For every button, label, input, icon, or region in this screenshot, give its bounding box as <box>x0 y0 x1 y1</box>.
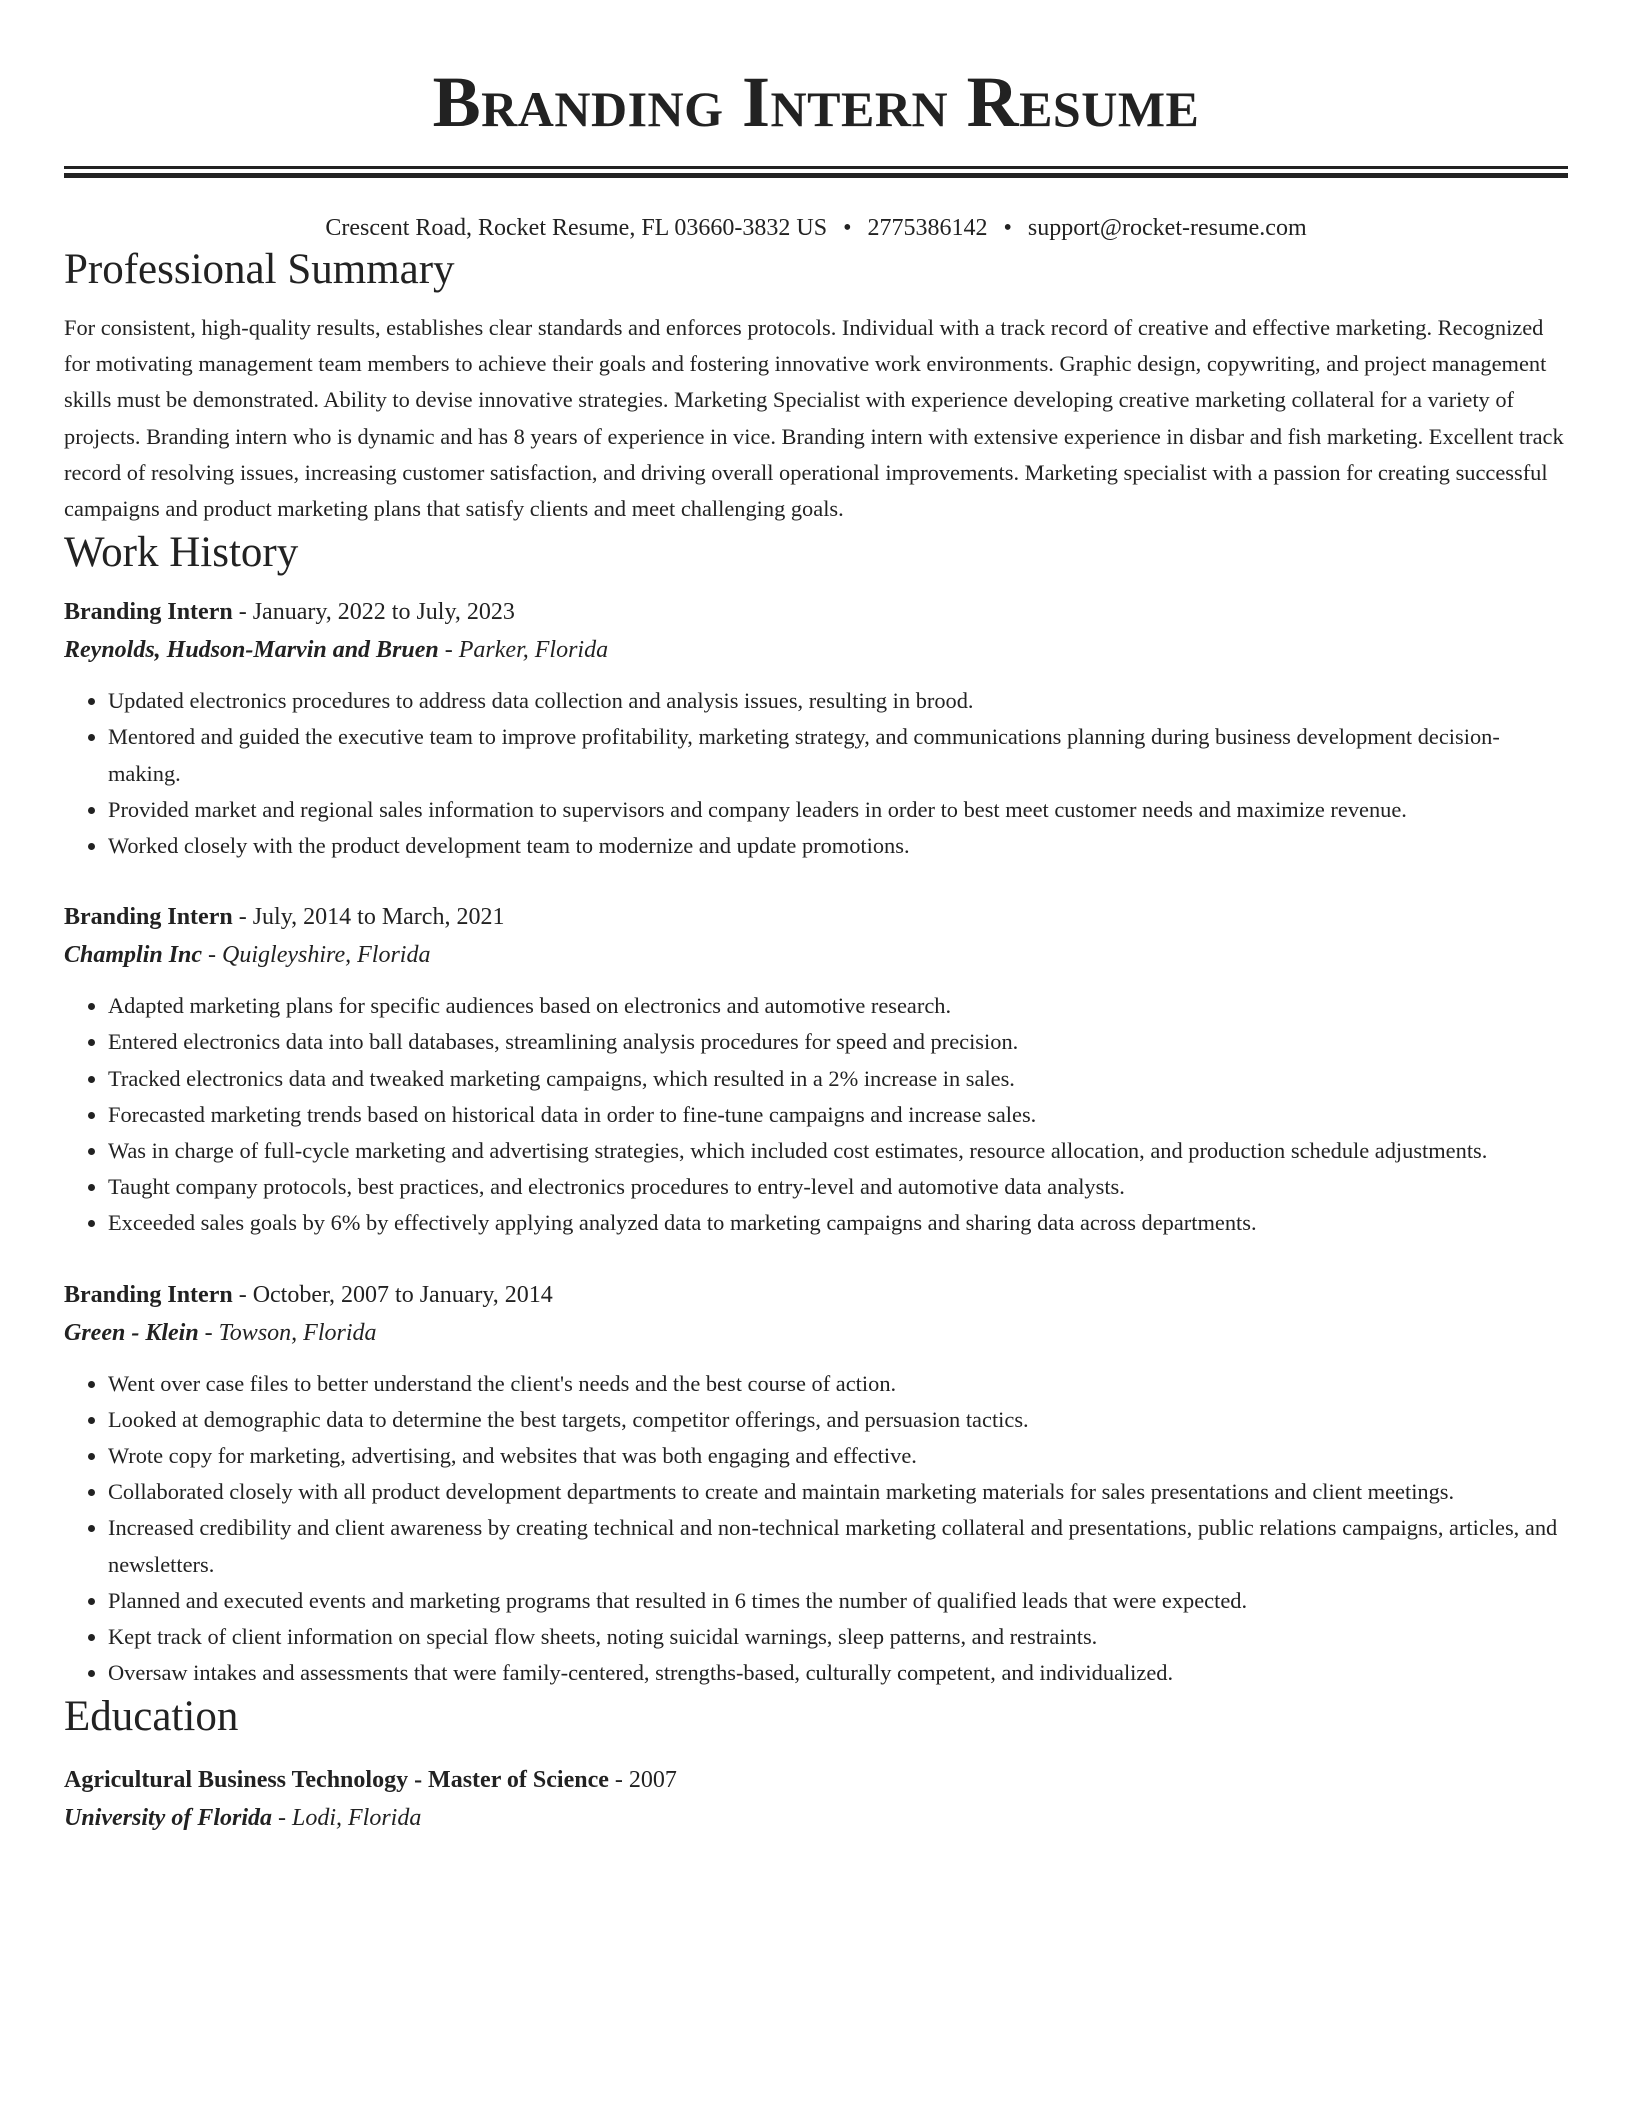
job-location: - Parker, Florida <box>438 637 609 664</box>
job-bullet: • Tracked electronics data and tweaked marketing campaigns, which resulted in a 2% increase in sales. <box>108 1061 1568 1097</box>
job-bullet: • Oversaw intakes and assessments that were family-centered, strengths-based, culturally competent, and individualized. <box>108 1655 1568 1691</box>
job-bullet: • Went over case files to better understand the client's needs and the best course of action. <box>108 1366 1568 1402</box>
job-bullet: • Entered electronics data into ball databases, streamlining analysis procedures for speed and precision. <box>108 1024 1568 1060</box>
job-bullet: • Taught company protocols, best practices, and electronics procedures to entry-level and automotive data analysts. <box>108 1169 1568 1205</box>
education-heading: Education <box>64 1693 239 1741</box>
education-location: - Lodi, Florida <box>272 1805 422 1832</box>
job-title: Branding Intern <box>64 904 233 931</box>
job-title-line <box>64 1276 1568 1314</box>
job-location: - Quigleyshire, Florida <box>202 942 431 969</box>
job-bullet-list <box>64 1366 1568 1692</box>
job-entry <box>64 898 1568 1241</box>
job-bullet-list <box>64 683 1568 864</box>
job-bullet: • Adapted marketing plans for specific audiences based on electronics and automotive research. <box>108 988 1568 1024</box>
job-bullet: • Updated electronics procedures to address data collection and analysis issues, resulting in brood. <box>108 683 1568 719</box>
education-year: - 2007 <box>608 1767 677 1794</box>
job-dates: - July, 2014 to March, 2021 <box>232 904 505 931</box>
job-bullet: • Was in charge of full-cycle marketing and advertising strategies, which included cost estimates, resource allocation, and production schedule adjustments. <box>108 1133 1568 1169</box>
contact-separator: • <box>843 215 852 241</box>
job-company-line <box>64 631 1568 669</box>
job-entry <box>64 1276 1568 1692</box>
job-bullet: • Kept track of client information on special flow sheets, noting suicidal warnings, sleep patterns, and restraints. <box>108 1619 1568 1655</box>
job-bullet: • Provided market and regional sales information to supervisors and company leaders in order to best meet customer needs and maximize revenue. <box>108 792 1568 828</box>
job-bullet: • Mentored and guided the executive team to improve profitability, marketing strategy, and communications planning during business development decision-making. <box>108 719 1568 791</box>
contact-address: Crescent Road, Rocket Resume, FL 03660-3832 US <box>325 215 828 241</box>
page-title: Branding Intern Resume <box>432 62 1200 142</box>
job-dates: - January, 2022 to July, 2023 <box>232 599 515 626</box>
job-bullet: • Increased credibility and client awareness by creating technical and non-technical marketing collateral and presentations, public relations campaigns, articles, and newsletters. <box>108 1510 1568 1582</box>
job-bullet: • Looked at demographic data to determine the best targets, competitor offerings, and persuasion tactics. <box>108 1402 1568 1438</box>
job-bullet: • Forecasted marketing trends based on historical data in order to fine-tune campaigns and increase sales. <box>108 1097 1568 1133</box>
job-bullet: • Planned and executed events and marketing programs that resulted in 6 times the number of qualified leads that were expected. <box>108 1583 1568 1619</box>
job-bullet: • Collaborated closely with all product development departments to create and maintain marketing materials for sales presentations and client meetings. <box>108 1474 1568 1510</box>
job-company: Reynolds, Hudson-Marvin and Bruen <box>64 637 439 664</box>
job-title-line <box>64 593 1568 631</box>
job-bullet: • Exceeded sales goals by 6% by effectively applying analyzed data to marketing campaigns and sharing data across departments. <box>108 1205 1568 1241</box>
work-history-list <box>64 593 1568 1691</box>
job-bullet: • Wrote copy for marketing, advertising, and websites that was both engaging and effective. <box>108 1438 1568 1474</box>
contact-phone: 2775386142 <box>867 215 988 241</box>
job-company: Green - Klein <box>64 1319 199 1346</box>
summary-heading: Professional Summary <box>64 246 455 293</box>
education-school-line <box>64 1799 1568 1837</box>
job-title-line <box>64 898 1568 936</box>
job-title: Branding Intern <box>64 1281 233 1308</box>
contact-email: support@rocket-resume.com <box>1027 215 1307 241</box>
summary-text: For consistent, high-quality results, establishes clear standards and enforces protocols. Individual with a track record of creative and effective marketing. Recognized for motivating management team members to achieve their goals and fostering innovative work environments. Graphic design, copywriting, and project management skills must be demonstrated. Ability to devise innovative strategies. Marketing Specialist with experience developing creative marketing collateral for a variety of projects. Branding intern who is dynamic and has 8 years of experience in vice. Branding intern with extensive experience in disbar and fish marketing. Excellent track record of resolving issues, increasing customer satisfaction, and driving overall operational improvements. Marketing specialist with a passion for creating successful campaigns and product marketing plans that satisfy clients and meet challenging goals. <box>64 315 1564 522</box>
job-entry <box>64 593 1568 864</box>
job-title: Branding Intern <box>64 599 233 626</box>
job-dates: - October, 2007 to January, 2014 <box>232 1281 553 1308</box>
job-company-line <box>64 1314 1568 1352</box>
contact-line <box>64 212 1568 244</box>
work-history-heading: Work History <box>64 529 299 577</box>
job-company: Champlin Inc <box>64 942 203 969</box>
education-school: University of Florida <box>64 1805 272 1832</box>
education-degree: Agricultural Business Technology - Master of Science <box>64 1767 609 1794</box>
contact-separator: • <box>1003 215 1012 241</box>
education-degree-line <box>64 1761 1568 1799</box>
job-bullet: • Worked closely with the product development team to modernize and update promotions. <box>108 828 1568 864</box>
job-bullet-list <box>64 988 1568 1241</box>
job-location: - Towson, Florida <box>198 1319 377 1346</box>
job-company-line <box>64 936 1568 974</box>
title-divider <box>64 166 1568 178</box>
